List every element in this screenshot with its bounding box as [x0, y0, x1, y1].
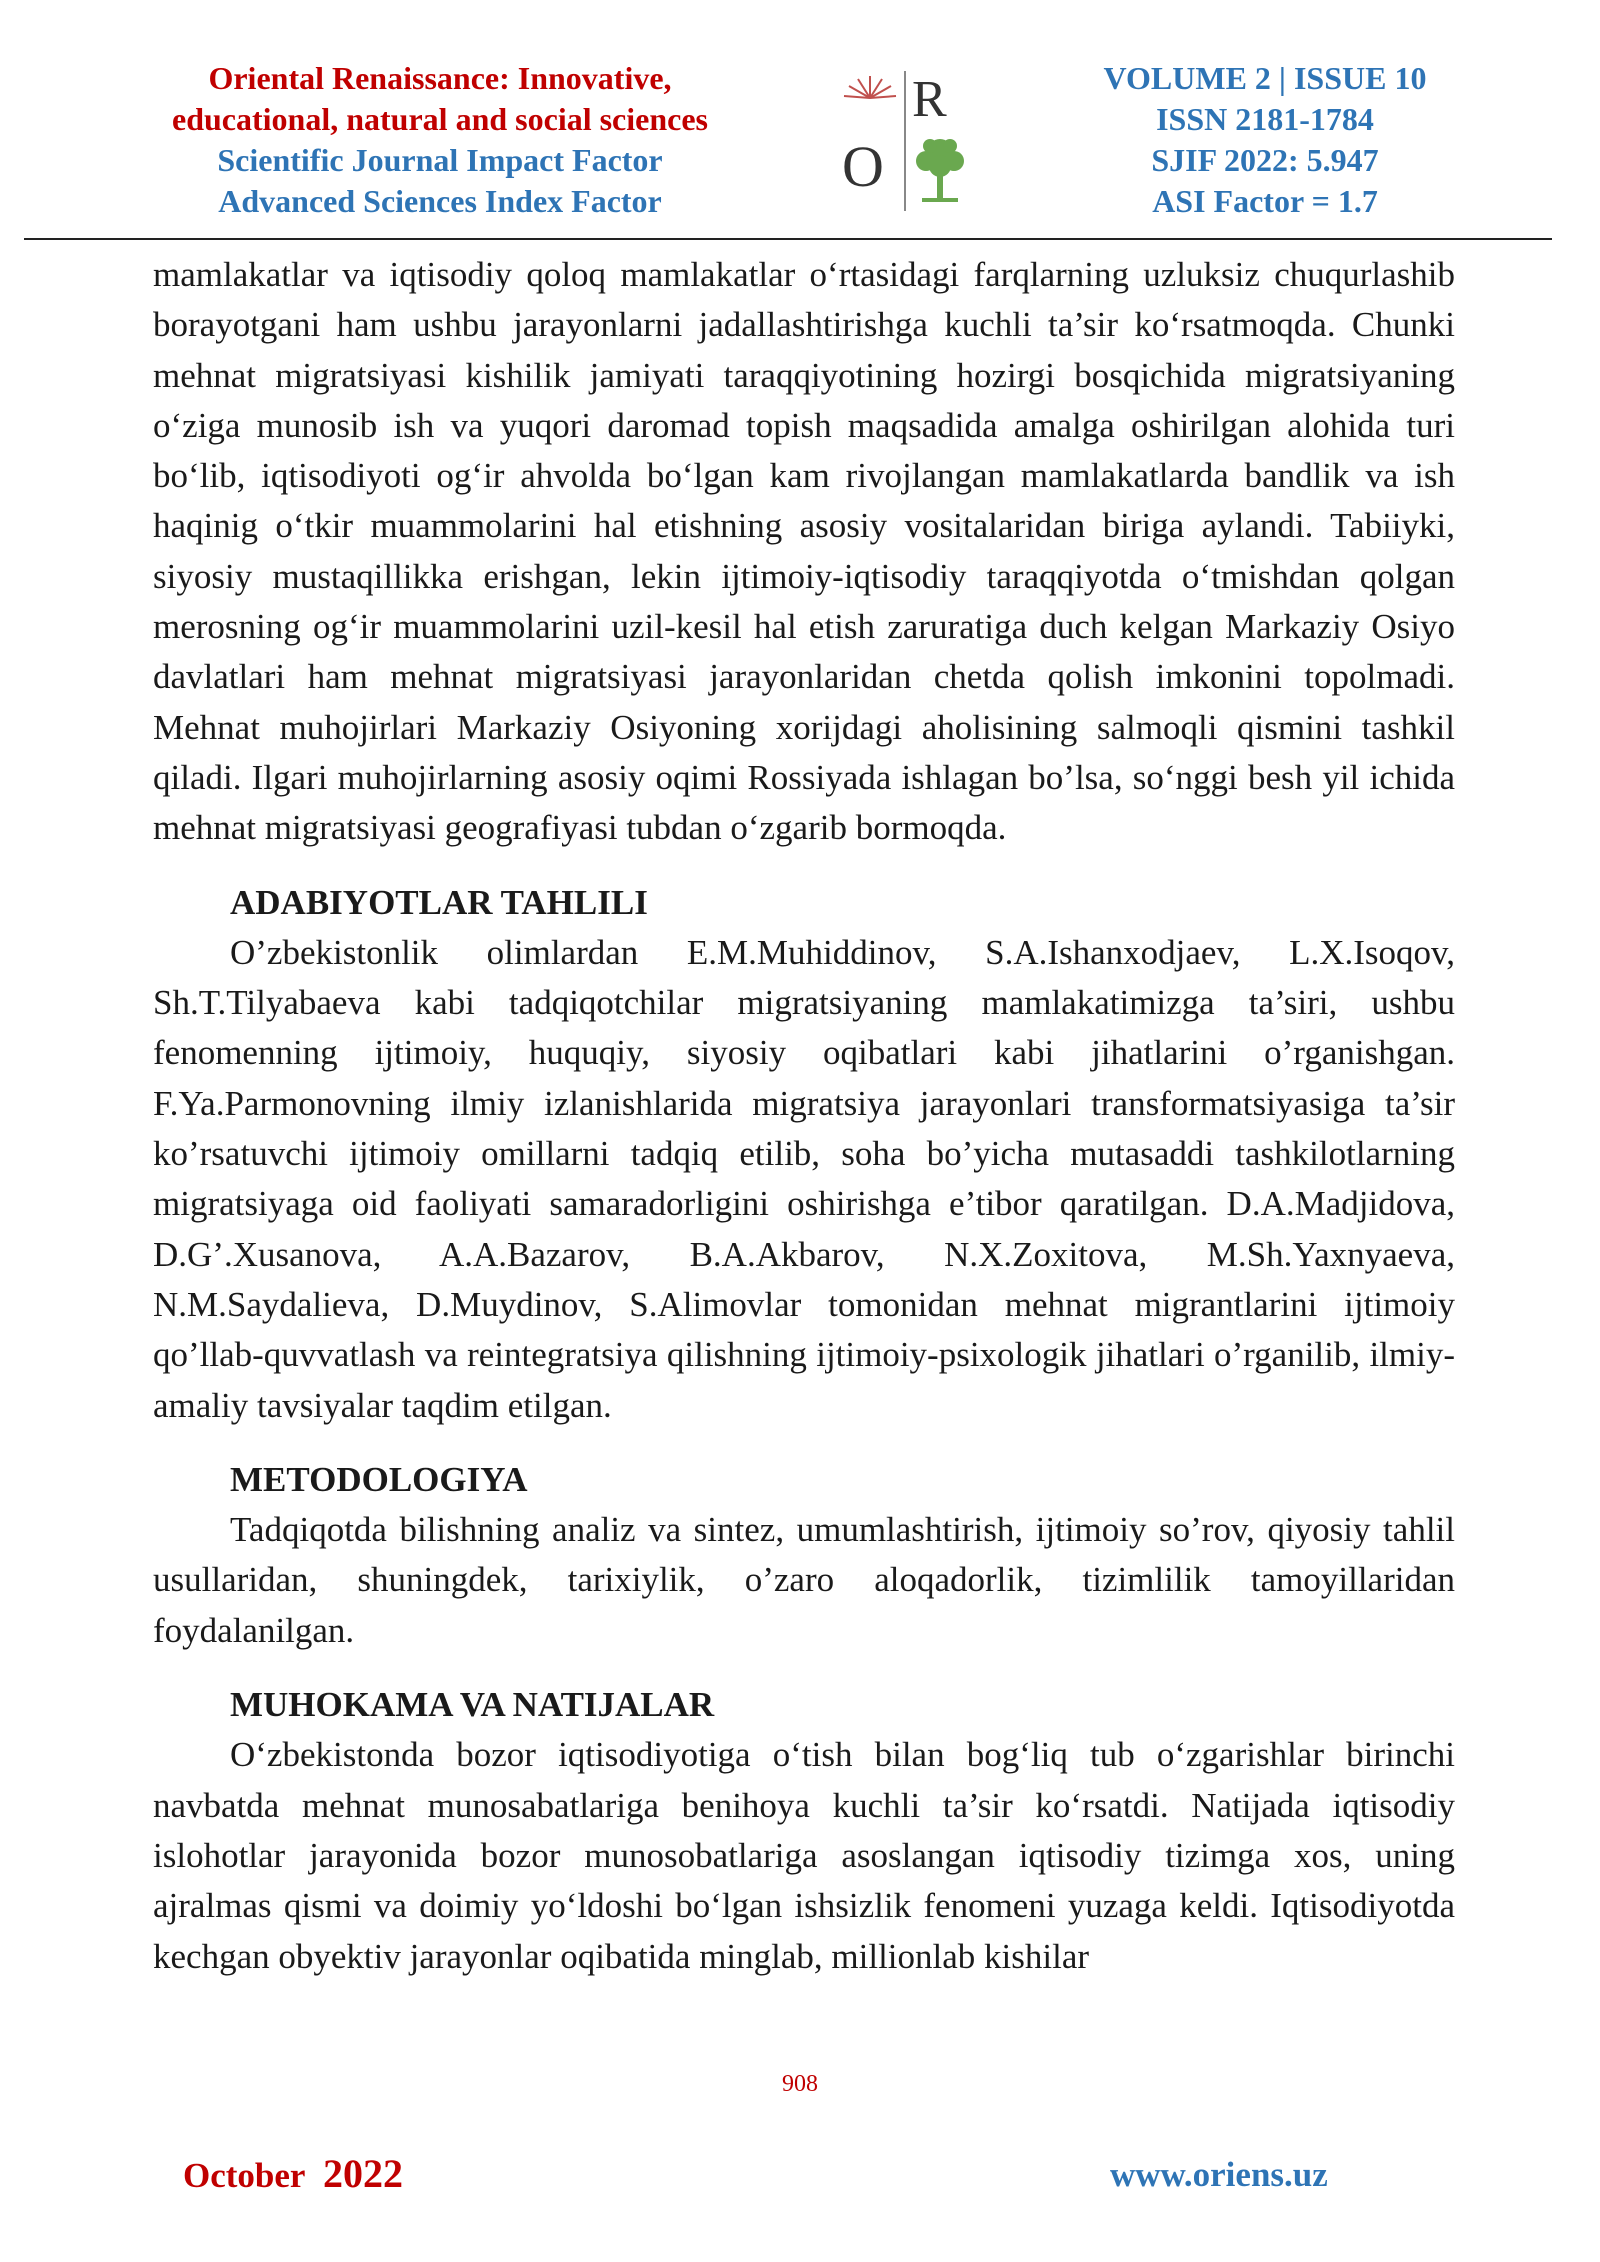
- literature-paragraph: O’zbekistonlik olimlardan E.M.Muhiddinov, S.A.Ishanxodjaev, L.X.Isoqov, Sh.T.Tilyabaeva kabi tadqiqotchilar migratsiyaning mamlakatimizga ta’siri, ushbu fenomenning ijtimoiy, huquqiy, siyosiy oqibatlari kabi jihatlarini o’rganishgan. F.Ya.Parmonovning ilmiy izlanishlarida migratsiya jarayonlari transformatsiyasiga ta’sir ko’rsatuvchi ijtimoiy omillarni tadqiq etilib, soha bo’yicha mutasaddi tashkilotlarning migratsiyaga oid faoliyati samaradorligini oshirishga e’tibor qaratilgan. D.A.Madjidova, D.G’.Xusanova, A.A.Bazarov, B.A.Akbarov, N.X.Zoxitova, M.Sh.Yaxnyaeva, N.M.Saydalieva, D.Muydinov, S.Alimovlar tomonidan mehnat migrantlarini ijtimoiy qo’llab-quvvatlash va reintegratsiya qilishning ijtimoiy-psixologik jihatlari o’rganilib, ilmiy-amaliy tavsiyalar taqdim etilgan.: [153, 932, 1455, 1425]
- section-heading-literature: ADABIYOTLAR TAHLILI: [230, 882, 648, 922]
- volume-issue: VOLUME 2 | ISSUE 10: [1103, 60, 1427, 96]
- footer-website-link[interactable]: www.oriens.uz: [1110, 2155, 1328, 2194]
- journal-title-line1: Oriental Renaissance: Innovative,: [208, 60, 672, 96]
- methodology-paragraph: Tadqiqotda bilishning analiz va sintez, umumlashtirish, ijtimoiy so’rov, qiyosiy tahlil usullaridan, shuningdek, tarixiylik, o’zaro aloqadorlik, tizimlilik tamoyillaridan foydalanilgan.: [153, 1510, 1455, 1650]
- article-body: [153, 250, 1455, 1982]
- tree-icon: [916, 139, 964, 202]
- impact-factor-label: Scientific Journal Impact Factor: [217, 142, 663, 178]
- sunburst-icon: [844, 76, 896, 98]
- journal-logo: [830, 66, 980, 216]
- logo-letter-r: R: [912, 71, 947, 128]
- page-number: 908: [782, 2071, 818, 2097]
- issue-info-block: [1050, 58, 1480, 222]
- footer-month: October: [183, 2156, 306, 2195]
- index-factor-label: Advanced Sciences Index Factor: [218, 183, 662, 219]
- footer-date: [183, 2150, 403, 2197]
- asi-factor: ASI Factor = 1.7: [1152, 183, 1378, 219]
- journal-title-line2: educational, natural and social sciences: [171, 101, 708, 137]
- footer-year: 2022: [322, 2151, 403, 2196]
- intro-paragraph: mamlakatlar va iqtisodiy qoloq mamlakatlar o‘rtasidagi farqlarning uzluksiz chuqurlashib borayotgani ham ushbu jarayonlarni jadallashtirishga kuchli ta’sir ko‘rsatmoqda. Chunki mehnat migratsiyasi kishilik jamiyati taraqqiyotining hozirgi bosqichida migratsiyaning o‘ziga munosib ish va yuqori daromad topish maqsadida amalga oshirilgan alohida turi bo‘lib, iqtisodiyoti og‘ir ahvolda bo‘lgan kam rivojlangan mamlakatlarda bandlik va ish haqinig o‘tkir muammolarini hal etishning asosiy vositalaridan biriga aylandi. Tabiiyki, siyosiy mustaqillikka erishgan, lekin ijtimoiy-iqtisodiy taraqqiyotda o‘tmishdan qolgan merosning og‘ir muammolarini uzil-kesil hal etish zaruratiga duch kelgan Markaziy Osiyo davlatlari ham mehnat migratsiyasi jarayonlaridan chetda qolish imkonini topolmadi. Mehnat muhojirlari Markaziy Osiyoning xorijdagi aholisining salmoqli qismini tashkil qiladi. Ilgari muhojirlarning asosiy oqimi Rossiyada ishlagan bo’lsa, so‘nggi besh yil ichida mehnat migratsiyasi geografiyasi tubdan o‘zgarib bormoqda.: [153, 255, 1455, 848]
- journal-title-block: [110, 58, 770, 222]
- header-divider: [24, 238, 1552, 240]
- page-header: [0, 0, 1600, 240]
- section-heading-methodology: METODOLOGIYA: [230, 1459, 528, 1499]
- sjif-factor: SJIF 2022: 5.947: [1151, 142, 1379, 178]
- section-heading-discussion: MUHOKAMA VA NATIJALAR: [230, 1685, 715, 1725]
- logo-letter-o: O: [842, 134, 884, 199]
- issn: ISSN 2181-1784: [1156, 101, 1374, 137]
- discussion-paragraph: O‘zbekistonda bozor iqtisodiyotiga o‘tish bilan bog‘liq tub o‘zgarishlar birinchi navbatda mehnat munosabatlariga benihoya kuchli ta’sir ko‘rsatdi. Natijada iqtisodiy islohotlar jarayonida bozor munosobatlariga asoslangan iqtisodiy tizimga xos, uning ajralmas qismi va doimiy yo‘ldoshi bo‘lgan ishsizlik fenomeni yuzaga keldi. Iqtisodiyotda kechgan obyektiv jarayonlar oqibatida minglab, millionlab kishilar: [153, 1735, 1455, 1976]
